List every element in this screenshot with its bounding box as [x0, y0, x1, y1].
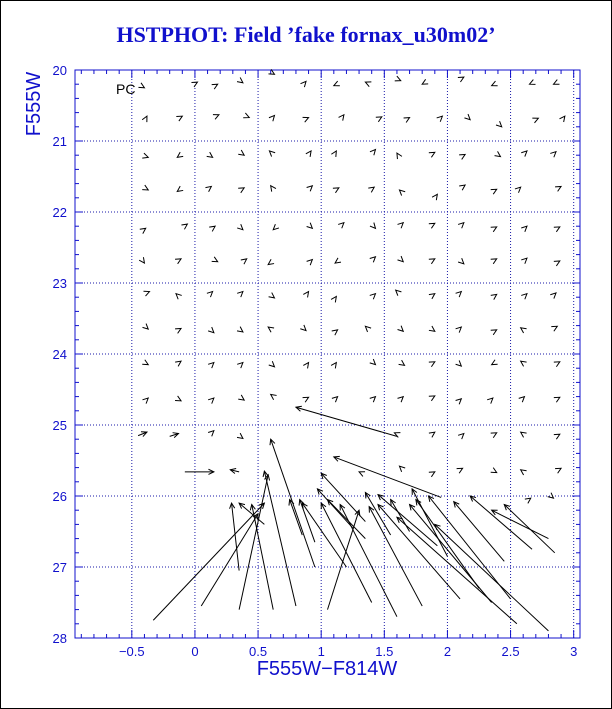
displacement-vector: [521, 361, 527, 366]
displacement-vector: [456, 292, 462, 298]
y-tick-label: 26: [52, 489, 67, 504]
displacement-vector: [153, 503, 264, 620]
displacement-vector: [429, 223, 435, 228]
y-tick-label: 22: [52, 205, 67, 220]
displacement-vector: [238, 150, 244, 155]
displacement-vector: [553, 80, 559, 85]
displacement-vector: [456, 399, 462, 405]
displacement-vector: [554, 362, 560, 367]
displacement-vector: [334, 81, 340, 86]
displacement-vector: [370, 397, 376, 403]
displacement-vector: [550, 293, 556, 299]
displacement-vector: [491, 433, 497, 438]
displacement-vector: [338, 223, 344, 229]
displacement-vector: [269, 361, 275, 367]
displacement-vector: [237, 327, 243, 332]
displacement-vector: [237, 224, 243, 230]
displacement-vector: [521, 151, 527, 157]
displacement-vector: [230, 468, 239, 473]
y-tick-label: 24: [52, 347, 67, 362]
displacement-vector: [306, 151, 311, 157]
displacement-vector: [142, 116, 147, 122]
displacement-vector: [334, 456, 441, 497]
displacement-vector: [370, 150, 376, 156]
displacement-vector: [303, 397, 309, 402]
displacement-vector: [300, 325, 306, 331]
displacement-vector: [521, 226, 527, 232]
displacement-vector: [398, 223, 404, 229]
displacement-vector: [394, 433, 400, 438]
displacement-vector: [212, 257, 218, 262]
x-tick-label: 0.5: [249, 644, 268, 659]
displacement-vector: [370, 223, 376, 229]
displacement-vector: [208, 398, 214, 404]
displacement-vector: [142, 360, 148, 365]
displacement-vector: [368, 187, 374, 192]
x-tick-label: 2.5: [501, 644, 520, 659]
displacement-vector: [365, 492, 390, 535]
displacement-vector: [213, 115, 219, 120]
displacement-vector: [399, 360, 405, 365]
displacement-vector: [307, 186, 313, 192]
displacement-vector: [333, 188, 339, 193]
displacement-vector: [391, 500, 410, 532]
displacement-vector: [378, 505, 460, 599]
displacement-vector: [181, 224, 187, 229]
displacement-vector: [554, 397, 560, 402]
displacement-vector: [296, 406, 397, 436]
displacement-vector: [208, 431, 214, 437]
y-tick-label: 28: [52, 631, 67, 646]
displacement-vector: [496, 121, 502, 127]
displacement-vector: [270, 439, 315, 567]
displacement-vector: [487, 398, 493, 404]
displacement-vector: [331, 363, 336, 369]
displacement-vector: [491, 294, 497, 299]
displacement-vector: [142, 185, 148, 190]
displacement-vector: [143, 291, 149, 296]
displacement-vector: [208, 363, 214, 369]
displacement-vector: [176, 116, 182, 121]
displacement-vector: [530, 80, 536, 85]
displacement-vector: [207, 292, 213, 298]
displacement-vector: [399, 466, 405, 472]
displacement-vector: [397, 517, 517, 624]
displacement-vector: [359, 472, 365, 477]
displacement-vector: [175, 328, 181, 333]
displacement-vector: [370, 294, 376, 300]
displacement-vector: [399, 190, 405, 196]
displacement-vector: [139, 257, 144, 263]
y-tick-label: 27: [52, 560, 67, 575]
displacement-vector: [521, 328, 527, 333]
displacement-vector: [138, 83, 144, 88]
displacement-vector: [142, 324, 148, 330]
displacement-vector: [429, 152, 435, 157]
displacement-vector: [521, 294, 527, 300]
displacement-vector: [175, 361, 181, 366]
displacement-vector: [550, 152, 556, 158]
displacement-vector: [205, 186, 211, 191]
displacement-vector: [429, 326, 435, 331]
displacement-vector: [492, 360, 498, 365]
displacement-vector: [237, 77, 243, 82]
displacement-vector: [464, 114, 470, 120]
displacement-vector: [328, 500, 366, 539]
displacement-vector: [429, 294, 435, 299]
displacement-vector: [429, 432, 435, 437]
displacement-vector: [525, 498, 531, 503]
displacement-vector: [307, 260, 313, 266]
x-tick-label: 3: [570, 644, 578, 659]
displacement-vector: [300, 81, 306, 87]
displacement-vector: [429, 362, 435, 367]
displacement-vector: [491, 227, 497, 232]
displacement-vector: [243, 113, 249, 118]
displacement-vector: [268, 259, 274, 264]
chart-title: HSTPHOT: Field ’fake fornax_u30m02’: [116, 22, 496, 47]
y-axis-label: F555W: [23, 71, 45, 137]
displacement-vector: [237, 433, 243, 438]
displacement-vector: [239, 475, 269, 610]
displacement-vector: [458, 223, 464, 229]
chip-annotation: PC: [116, 81, 136, 97]
displacement-vector: [332, 330, 338, 335]
displacement-vector: [269, 293, 275, 298]
displacement-vector: [397, 153, 402, 159]
displacement-vector: [170, 433, 179, 438]
displacement-vector: [521, 432, 527, 437]
displacement-vector: [339, 115, 344, 121]
displacement-vector: [555, 468, 561, 473]
displacement-vector: [457, 468, 463, 473]
displacement-vector: [307, 223, 313, 229]
displacement-vectors: [138, 69, 565, 631]
displacement-vector: [554, 434, 560, 439]
displacement-vector: [289, 500, 302, 536]
displacement-vector: [437, 116, 443, 122]
displacement-vector: [429, 496, 511, 599]
displacement-vector: [332, 397, 338, 403]
displacement-vector: [209, 226, 215, 231]
displacement-vector: [551, 326, 557, 331]
displacement-vector: [495, 151, 501, 156]
displacement-vector: [559, 116, 564, 122]
x-tick-label: 1.5: [375, 644, 394, 659]
displacement-vector: [303, 292, 308, 298]
displacement-vector: [429, 472, 435, 477]
displacement-vector: [376, 117, 382, 122]
displacement-vector: [519, 397, 525, 403]
displacement-vector: [238, 395, 244, 400]
displacement-vector: [212, 84, 218, 89]
displacement-vector: [458, 77, 464, 82]
displacement-vector: [273, 224, 279, 230]
displacement-vector: [404, 118, 410, 123]
displacement-vector: [491, 259, 497, 264]
displacement-vector: [435, 524, 549, 631]
displacement-vector: [398, 326, 404, 332]
displacement-vector: [456, 360, 462, 366]
displacement-vector: [321, 473, 365, 521]
displacement-vector: [185, 469, 214, 474]
y-tick-label: 20: [52, 63, 67, 78]
y-tick-labels: [53, 63, 67, 646]
displacement-vector: [369, 507, 422, 606]
displacement-vector: [237, 292, 243, 298]
x-axis-label: F555W−F814W: [256, 658, 398, 680]
displacement-vector: [365, 326, 371, 332]
displacement-vector: [370, 257, 376, 263]
displacement-vector: [142, 398, 148, 404]
displacement-vector: [492, 81, 498, 86]
displacement-vector: [175, 259, 181, 264]
displacement-vector: [335, 258, 341, 263]
displacement-vector: [398, 256, 404, 262]
displacement-vector: [268, 327, 274, 332]
displacement-vector: [532, 118, 538, 123]
displacement-vector: [396, 290, 402, 296]
displacement-vector: [303, 363, 308, 369]
displacement-vector: [269, 115, 275, 121]
displacement-vector: [237, 363, 243, 369]
displacement-vector: [207, 152, 213, 157]
displacement-vector: [241, 259, 247, 264]
displacement-vector: [177, 152, 183, 157]
displacement-vector: [504, 505, 555, 553]
displacement-vector: [458, 258, 464, 264]
y-tick-label: 23: [52, 276, 67, 291]
displacement-vector: [554, 227, 560, 232]
displacement-vector: [491, 468, 497, 473]
displacement-vector: [429, 396, 435, 401]
displacement-vector: [271, 394, 277, 399]
displacement-vector: [459, 185, 465, 190]
displacement-vector: [548, 493, 554, 498]
displacement-vector: [138, 432, 147, 437]
displacement-vector: [331, 151, 336, 157]
displacement-vector: [370, 359, 376, 365]
displacement-vector: [317, 489, 352, 528]
x-tick-label: −0.5: [118, 644, 145, 659]
grid-lines: [75, 70, 580, 638]
x-tick-label: 0: [191, 644, 199, 659]
displacement-vector: [555, 186, 561, 191]
displacement-vector: [365, 82, 371, 87]
displacement-vector: [142, 153, 148, 158]
displacement-vector: [271, 186, 276, 192]
displacement-vector: [515, 187, 521, 193]
displacement-vector: [492, 510, 549, 538]
displacement-vector: [331, 296, 336, 302]
displacement-vector: [269, 151, 275, 157]
displacement-vector: [176, 294, 182, 300]
displacement-vector: [429, 259, 435, 264]
displacement-vector: [398, 397, 404, 403]
displacement-vector: [208, 327, 214, 333]
displacement-vector: [422, 79, 428, 84]
displacement-vector: [554, 261, 560, 266]
x-tick-label: 2: [443, 644, 452, 659]
y-tick-label: 25: [52, 418, 67, 433]
displacement-vector: [230, 503, 240, 570]
x-tick-labels: [119, 644, 577, 659]
displacement-vector: [432, 194, 437, 200]
displacement-vector: [491, 330, 497, 335]
displacement-vector: [303, 117, 309, 122]
displacement-vector: [458, 434, 464, 440]
displacement-vector: [395, 76, 401, 81]
displacement-vector: [238, 188, 244, 193]
displacement-vector: [521, 258, 527, 264]
displacement-vector: [456, 327, 462, 333]
y-tick-label: 21: [52, 134, 67, 149]
displacement-vector: [521, 470, 527, 475]
displacement-vector: [177, 186, 183, 191]
displacement-vector: [459, 154, 465, 159]
displacement-vector: [491, 189, 497, 194]
x-tick-label: 1: [317, 644, 325, 659]
displacement-vector: [140, 228, 146, 233]
displacement-vector: [175, 396, 181, 401]
